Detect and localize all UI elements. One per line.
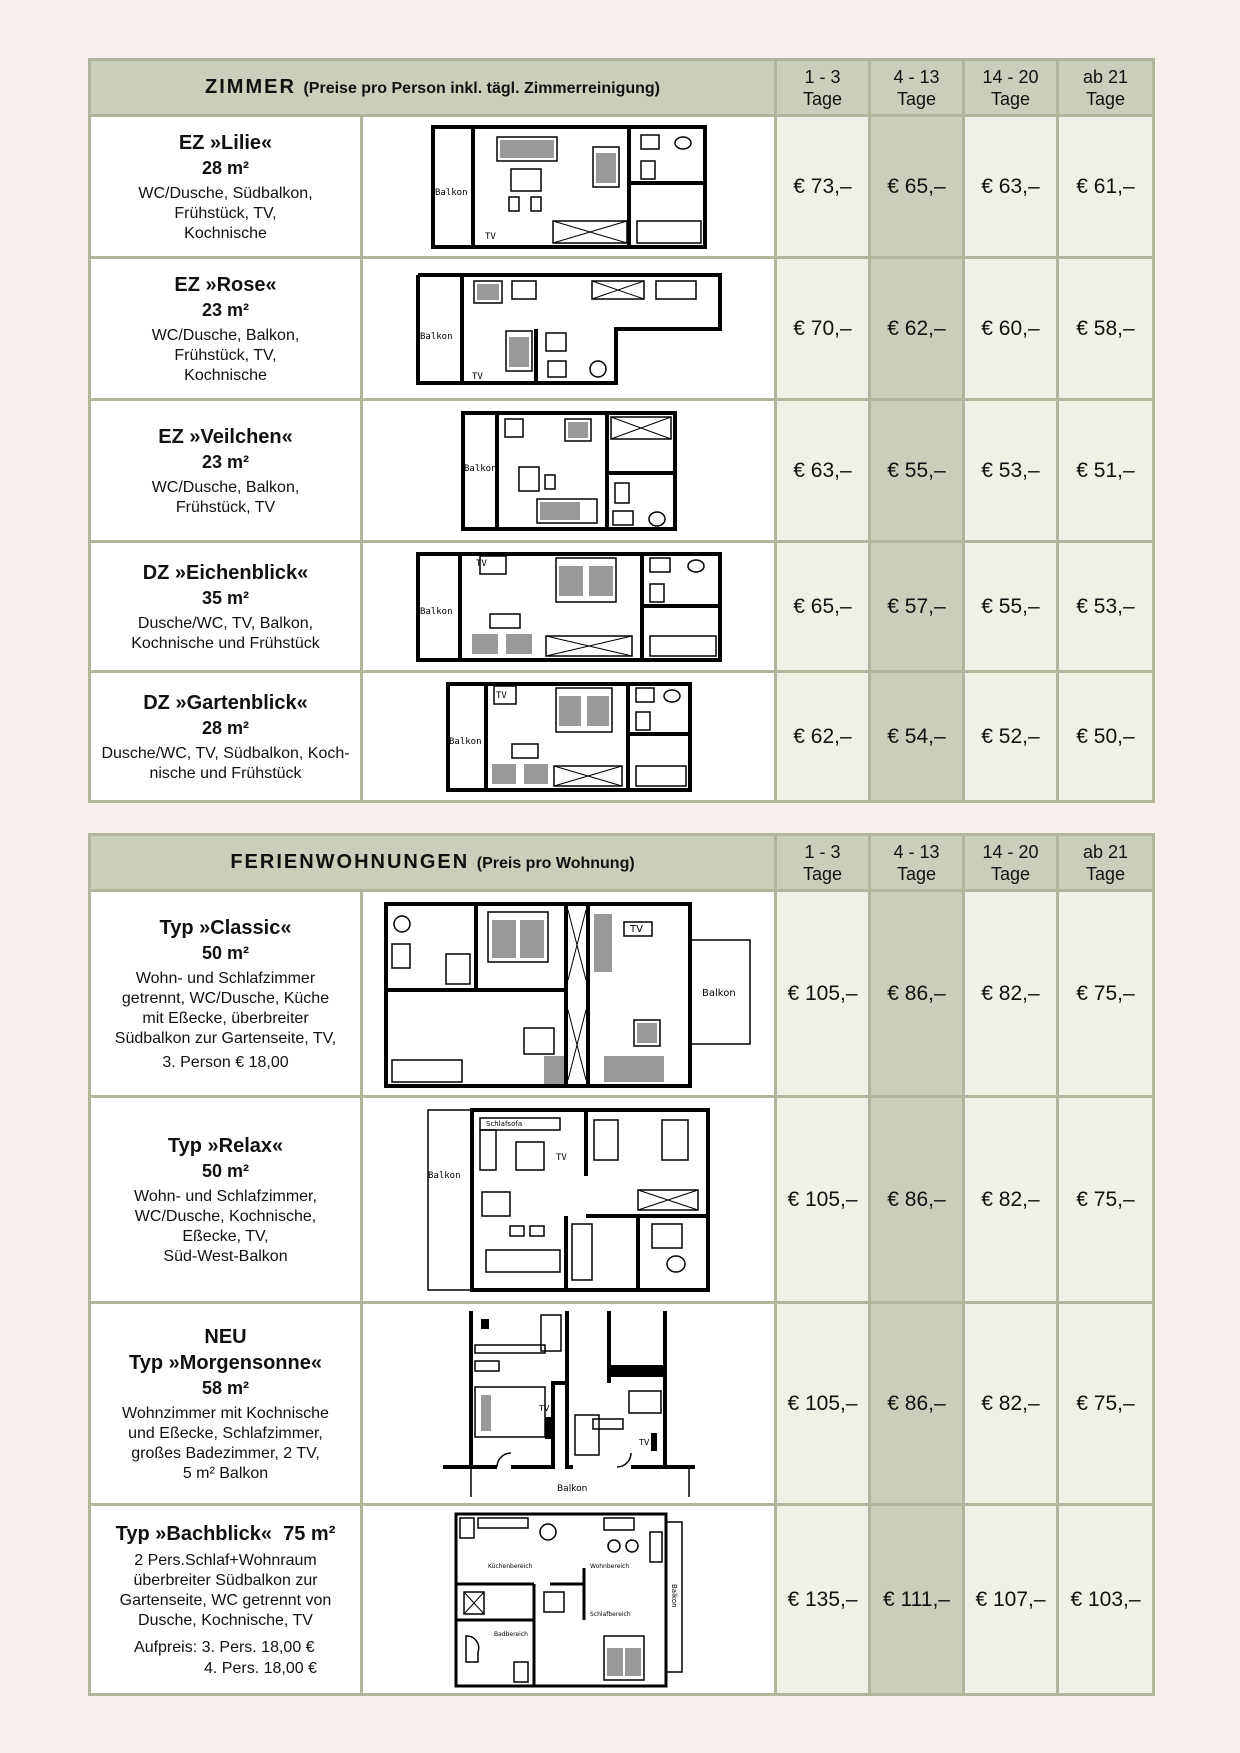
price-ab-21: € 75,– [1058, 1097, 1154, 1303]
price-4-13: € 111,– [870, 1505, 964, 1695]
price-1-3: € 62,– [776, 672, 870, 802]
zimmer-col-1: 1 - 3 Tage [776, 60, 870, 116]
price-ab-21: € 50,– [1058, 672, 1154, 802]
price-4-13: € 55,– [870, 400, 964, 542]
price-ab-21: € 53,– [1058, 542, 1154, 672]
ferien-col-4: ab 21 Tage [1058, 835, 1154, 891]
price-4-13: € 86,– [870, 1097, 964, 1303]
table-row [90, 1303, 1154, 1505]
ferien-title: FERIENWOHNUNGEN [230, 850, 470, 873]
price-4-13: € 65,– [870, 116, 964, 258]
unit-new-badge: NEU [204, 1325, 247, 1348]
plan-bath-label: Badbereich [493, 1630, 528, 1638]
plan-tv-label: TV [495, 690, 507, 701]
zimmer-col-2: 4 - 13 Tage [870, 60, 964, 116]
unit-description: Wohn- und Schlafzimmer, WC/Dusche, Kochnische, Eßecke, TV, Süd-West-Balkon [134, 1187, 317, 1265]
unit-name: Typ »Relax« [167, 1134, 284, 1157]
ferien-subtitle: (Preis pro Wohnung) [476, 854, 635, 872]
price-1-3: € 63,– [776, 400, 870, 542]
room-name: EZ »Lilie« [178, 131, 273, 154]
price-14-20: € 52,– [964, 672, 1058, 802]
zimmer-col-4: ab 21 Tage [1058, 60, 1154, 116]
floor-plan-lilie [362, 116, 776, 258]
unit-area: 50 m² [201, 942, 250, 963]
zimmer-title: ZIMMER [205, 75, 296, 98]
unit-name: Typ »Bachblick« [115, 1522, 272, 1545]
room-name: DZ »Eichenblick« [142, 561, 309, 584]
price-14-20: € 63,– [964, 116, 1058, 258]
floor-plan-classic [362, 891, 776, 1097]
room-info [90, 116, 362, 258]
plan-balkon-label: Balkon [448, 736, 482, 747]
unit-info [90, 1505, 362, 1695]
room-description: WC/Dusche, Balkon, Frühstück, TV [151, 478, 300, 516]
unit-info [90, 1303, 362, 1505]
room-description: WC/Dusche, Balkon, Frühstück, TV, Kochnische [151, 326, 300, 384]
room-description: Dusche/WC, TV, Südbalkon, Koch- nische und Frühstück [101, 744, 350, 782]
unit-name-line [91, 1521, 360, 1547]
plan-balkon-label: Balkon [701, 987, 736, 999]
price-4-13: € 57,– [870, 542, 964, 672]
room-info [90, 672, 362, 802]
room-info [90, 542, 362, 672]
ferien-price-table [88, 833, 1155, 1696]
room-area: 28 m² [201, 717, 250, 738]
table-row [90, 400, 1154, 542]
plan-living-label: Wohnbereich [589, 1562, 629, 1570]
plan-balkon-label: Balkon [669, 1583, 678, 1608]
unit-info [90, 1097, 362, 1303]
floor-plan-eichenblick [362, 542, 776, 672]
room-info [90, 400, 362, 542]
unit-description: 2 Pers.Schlaf+Wohnraum überbreiter Südbalkon zur Gartenseite, WC getrennt von Dusche, Kochnische, TV [119, 1551, 332, 1629]
unit-note: 3. Person € 18,00 [162, 1053, 289, 1071]
floor-plan-relax [362, 1097, 776, 1303]
price-14-20: € 107,– [964, 1505, 1058, 1695]
price-4-13: € 54,– [870, 672, 964, 802]
price-1-3: € 65,– [776, 542, 870, 672]
plan-sleep-label: Schlafbereich [589, 1610, 631, 1618]
plan-balkon-label: Balkon [556, 1483, 587, 1494]
floor-plan-veilchen [362, 400, 776, 542]
ferien-header-row [90, 835, 1154, 891]
zimmer-subtitle: (Preise pro Person inkl. tägl. Zimmerreinigung) [303, 79, 660, 97]
floor-plan-morgensonne [362, 1303, 776, 1505]
plan-tv-label: TV [629, 923, 643, 935]
price-14-20: € 60,– [964, 258, 1058, 400]
plan-balkon-label: Balkon [434, 187, 468, 198]
room-description: Dusche/WC, TV, Balkon, Kochnische und Frühstück [131, 614, 320, 652]
price-1-3: € 105,– [776, 1303, 870, 1505]
ferien-header [90, 835, 776, 891]
plan-sofa-label: Schlafsofa [485, 1119, 522, 1128]
room-area: 28 m² [201, 157, 250, 178]
table-row [90, 258, 1154, 400]
unit-name: Typ »Morgensonne« [129, 1351, 322, 1374]
price-1-3: € 73,– [776, 116, 870, 258]
zimmer-header [90, 60, 776, 116]
table-row [90, 116, 1154, 258]
price-1-3: € 105,– [776, 891, 870, 1097]
ferien-col-1: 1 - 3 Tage [776, 835, 870, 891]
table-row [90, 672, 1154, 802]
price-14-20: € 82,– [964, 1303, 1058, 1505]
plan-tv-label: TV [555, 1152, 567, 1163]
unit-info [90, 891, 362, 1097]
table-row [90, 1097, 1154, 1303]
price-14-20: € 53,– [964, 400, 1058, 542]
zimmer-col-3: 14 - 20 Tage [964, 60, 1058, 116]
room-name: EZ »Veilchen« [158, 425, 293, 448]
price-14-20: € 82,– [964, 891, 1058, 1097]
price-1-3: € 70,– [776, 258, 870, 400]
plan-tv-label: TV [484, 231, 496, 242]
room-name: EZ »Rose« [174, 273, 277, 296]
price-ab-21: € 103,– [1058, 1505, 1154, 1695]
floor-plan-bachblick [362, 1505, 776, 1695]
price-ab-21: € 75,– [1058, 1303, 1154, 1505]
plan-balkon-label: Balkon [419, 331, 453, 342]
room-description: WC/Dusche, Südbalkon, Frühstück, TV, Kochnische [138, 184, 313, 242]
room-info [90, 258, 362, 400]
plan-balkon-label: Balkon [463, 463, 497, 474]
room-name: DZ »Gartenblick« [143, 691, 308, 714]
price-ab-21: € 61,– [1058, 116, 1154, 258]
table-row [90, 542, 1154, 672]
price-14-20: € 82,– [964, 1097, 1058, 1303]
ferien-col-3: 14 - 20 Tage [964, 835, 1058, 891]
table-row [90, 891, 1154, 1097]
price-4-13: € 86,– [870, 1303, 964, 1505]
price-ab-21: € 75,– [1058, 891, 1154, 1097]
price-1-3: € 105,– [776, 1097, 870, 1303]
price-4-13: € 86,– [870, 891, 964, 1097]
unit-area: 58 m² [201, 1377, 250, 1398]
price-4-13: € 62,– [870, 258, 964, 400]
unit-surcharge: Aufpreis: 3. Pers. 18,00 € 4. Pers. 18,00 € [134, 1638, 317, 1677]
plan-balkon-label: Balkon [419, 606, 453, 617]
zimmer-price-table [88, 58, 1155, 803]
price-ab-21: € 58,– [1058, 258, 1154, 400]
room-area: 35 m² [201, 587, 250, 608]
table-row [90, 1505, 1154, 1695]
unit-area: 50 m² [201, 1160, 250, 1181]
room-area: 23 m² [201, 451, 250, 472]
plan-tv-label: TV [475, 558, 487, 569]
unit-description: Wohn- und Schlafzimmer getrennt, WC/Dusche, Küche mit Eßecke, überbreiter Südbalkon zur Gartenseite, TV, [114, 969, 337, 1047]
plan-tv-label: TV [471, 371, 483, 382]
plan-tv2-label: TV [638, 1437, 649, 1447]
price-1-3: € 135,– [776, 1505, 870, 1695]
room-area: 23 m² [201, 299, 250, 320]
unit-area: 75 m² [283, 1522, 336, 1545]
plan-tv-label: TV [538, 1403, 549, 1413]
floor-plan-rose [362, 258, 776, 400]
unit-name: Typ »Classic« [159, 916, 292, 939]
ferien-col-2: 4 - 13 Tage [870, 835, 964, 891]
floor-plan-gartenblick [362, 672, 776, 802]
zimmer-header-row [90, 60, 1154, 116]
price-ab-21: € 51,– [1058, 400, 1154, 542]
plan-balkon-label: Balkon [427, 1170, 461, 1181]
unit-description: Wohnzimmer mit Kochnische und Eßecke, Schlafzimmer, großes Badezimmer, 2 TV, 5 m² Balkon [122, 1404, 329, 1482]
plan-kitchen-label: Küchenbereich [487, 1562, 532, 1570]
price-14-20: € 55,– [964, 542, 1058, 672]
